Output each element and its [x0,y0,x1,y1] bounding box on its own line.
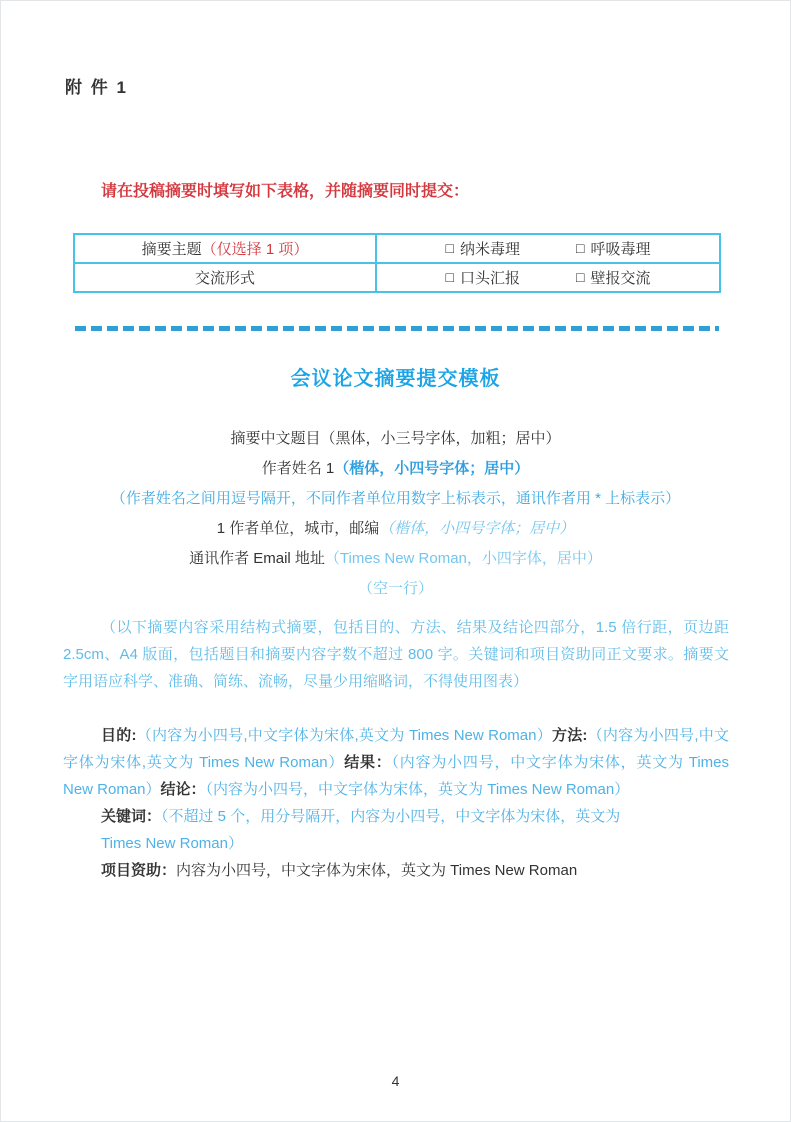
keywords-label: 关键词： [101,808,162,825]
blank-row-note: （空一行） [357,580,433,597]
option-oral-presentation[interactable] [446,267,520,288]
methods-note: （内容为小四号,中文字体为宋体,英文为 Times New Roman） [63,727,730,771]
option-label: 呼吸毒理 [590,241,651,258]
option-nano-toxicology[interactable] [446,238,520,259]
checkbox-icon[interactable]: □ [445,268,454,285]
template-title: 会议论文摘要提交模板 [290,368,501,390]
email-format-note: （Times New Roman，小四字体，居中） [324,550,602,567]
line-abstract-title: 摘要中文题目（黑体，小三号字体，加粗；居中） [230,430,561,447]
topic-label: 摘要主题 [141,241,202,258]
format-options-cell [376,263,720,292]
author-name-format-note: （楷体，小四号字体；居中） [334,460,530,477]
topic-options-cell [376,234,720,263]
option-respiratory-toxicology[interactable] [576,238,650,259]
page-number: 4 [391,1073,400,1089]
format-label: 交流形式 [194,270,255,287]
option-label: 纳米毒理 [459,241,520,258]
email-text: 通讯作者 Email 地址 [189,550,325,567]
conclusion-label: 结论： [160,781,206,798]
checkbox-icon[interactable]: □ [576,239,585,256]
table-row-topic [74,234,720,263]
structured-abstract-block [63,722,729,803]
funding-text: 内容为小四号，中文字体为宋体，英文为 Times New Roman [176,862,578,879]
results-label: 结果： [344,754,392,771]
submission-notice: 请在投稿摘要时填写如下表格，并随摘要同时提交： [101,183,470,200]
keywords-note-line1: （不超过 5 个，用分号隔开，内容为小四号，中文字体为宋体，英文为 [161,808,621,825]
objective-label: 目的: [101,727,137,744]
line-blank-row [1,574,790,604]
table-row-format [74,263,720,292]
funding-label: 项目资助： [101,862,177,879]
methods-label: 方法: [551,727,588,744]
author-name-text: 作者姓名 1 [261,460,335,477]
keywords-block [63,803,729,857]
option-poster-exchange[interactable] [576,267,650,288]
option-label: 口头汇报 [459,270,520,287]
results-note: （内容为小四号，中文字体为宋体，英文为 Times New Roman） [63,754,730,798]
topic-label-cell [74,234,376,263]
body-column [63,614,729,884]
line-affiliation [1,514,790,544]
topic-label-note: （仅选择 1 项） [201,241,309,258]
affiliation-text: 1 作者单位，城市，邮编 [216,520,380,537]
line-author-name [1,454,790,484]
funding-block [63,857,729,884]
format-label-cell [74,263,376,292]
topic-options [377,238,719,259]
checkbox-icon[interactable]: □ [445,239,454,256]
checkbox-icon[interactable]: □ [576,268,585,285]
keywords-note-line2: Times New Roman） [101,835,243,852]
option-label: 壁报交流 [590,270,651,287]
dashed-divider [75,326,719,331]
author-superscript-note: （作者姓名之间用逗号隔开，不同作者单位用数字上标表示，通讯作者用 * 上标表示） [110,490,681,507]
submission-options-table [73,233,721,293]
abstract-requirements-note: （以下摘要内容采用结构式摘要，包括目的、方法、结果及结论四部分，1.5 倍行距，页边距 2.5cm、A4 版面，包括题目和摘要内容字数不超过 800 字。关键词和项目资助同正文要求。摘要文字用语应科学、准确、简练、流畅，尽量少用缩略词，不得使用图表） [63,619,729,690]
conclusion-note: （内容为小四号，中文字体为宋体，英文为 Times New Roman） [205,781,630,798]
attachment-label: 附 件 1 [65,78,128,97]
line-email [1,544,790,574]
line-author-note [1,484,790,514]
objective-note: （内容为小四号,中文字体为宋体,英文为 Times New Roman） [136,727,552,744]
template-format-lines [1,424,790,604]
affiliation-format-note: （楷体，小四号字体；居中） [379,520,575,537]
format-options [377,267,719,288]
